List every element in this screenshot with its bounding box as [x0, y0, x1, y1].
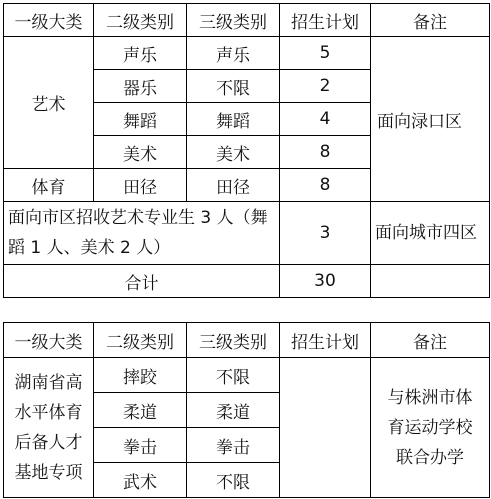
cat1-line: 后备人才	[14, 432, 83, 453]
cat1-cell: 艺术	[4, 37, 94, 169]
header-plan: 招生计划	[280, 323, 371, 358]
cat3-cell: 田径	[187, 169, 280, 202]
note-line: 与株洲市体	[387, 387, 473, 408]
header-cat1: 一级大类	[4, 323, 94, 358]
note-cell	[371, 265, 490, 298]
header-cat1: 一级大类	[4, 4, 94, 37]
cat1-cell	[4, 358, 94, 498]
header-note: 备注	[371, 323, 490, 358]
total-row	[4, 265, 490, 298]
cat2-cell: 器乐	[94, 70, 187, 103]
cat3-cell: 声乐	[187, 37, 280, 70]
cat3-cell: 不限	[187, 70, 280, 103]
cat2-cell: 声乐	[94, 37, 187, 70]
header-plan: 招生计划	[280, 4, 371, 37]
header-row	[4, 323, 490, 358]
cat2-cell: 拳击	[94, 428, 187, 463]
cat2-cell: 摔跤	[94, 358, 187, 393]
cat2-cell: 田径	[94, 169, 187, 202]
cat2-cell: 柔道	[94, 393, 187, 428]
cat2-cell: 舞蹈	[94, 103, 187, 136]
cat1-line: 基地专项	[14, 462, 83, 483]
enrollment-table-2	[3, 322, 490, 498]
cat3-cell: 拳击	[187, 428, 280, 463]
cat1-line: 水平体育	[14, 402, 83, 423]
city-row-text: 面向市区招收艺术专业生 3 人（舞蹈 1 人、美术 2 人）	[4, 202, 280, 265]
table-row	[4, 358, 490, 393]
plan-cell: 3	[280, 202, 371, 265]
cat3-cell: 舞蹈	[187, 103, 280, 136]
note-line: 育运动学校	[387, 417, 473, 438]
table-row	[4, 37, 490, 70]
enrollment-table-1	[3, 3, 490, 298]
city-row	[4, 202, 490, 265]
note-line: 联合办学	[396, 447, 464, 468]
plan-cell	[280, 358, 371, 498]
header-row	[4, 4, 490, 37]
note-cell: 面向城市四区	[371, 202, 490, 265]
plan-cell: 4	[280, 103, 371, 136]
plan-cell: 8	[280, 136, 371, 169]
total-label: 合计	[4, 265, 280, 298]
header-cat3: 三级类别	[187, 4, 280, 37]
plan-cell: 5	[280, 37, 371, 70]
total-value: 30	[280, 265, 371, 298]
header-cat2: 二级类别	[94, 323, 187, 358]
header-note: 备注	[371, 4, 490, 37]
cat1-cell: 体育	[4, 169, 94, 202]
cat3-cell: 柔道	[187, 393, 280, 428]
cat3-cell: 不限	[187, 463, 280, 498]
cat1-line: 湖南省高	[14, 372, 83, 393]
header-cat2: 二级类别	[94, 4, 187, 37]
header-cat3: 三级类别	[187, 323, 280, 358]
note-cell	[371, 358, 490, 498]
plan-cell: 2	[280, 70, 371, 103]
plan-cell: 8	[280, 169, 371, 202]
cat2-cell: 美术	[94, 136, 187, 169]
cat2-cell: 武术	[94, 463, 187, 498]
note-cell: 面向渌口区	[371, 37, 490, 202]
cat3-cell: 美术	[187, 136, 280, 169]
cat3-cell: 不限	[187, 358, 280, 393]
